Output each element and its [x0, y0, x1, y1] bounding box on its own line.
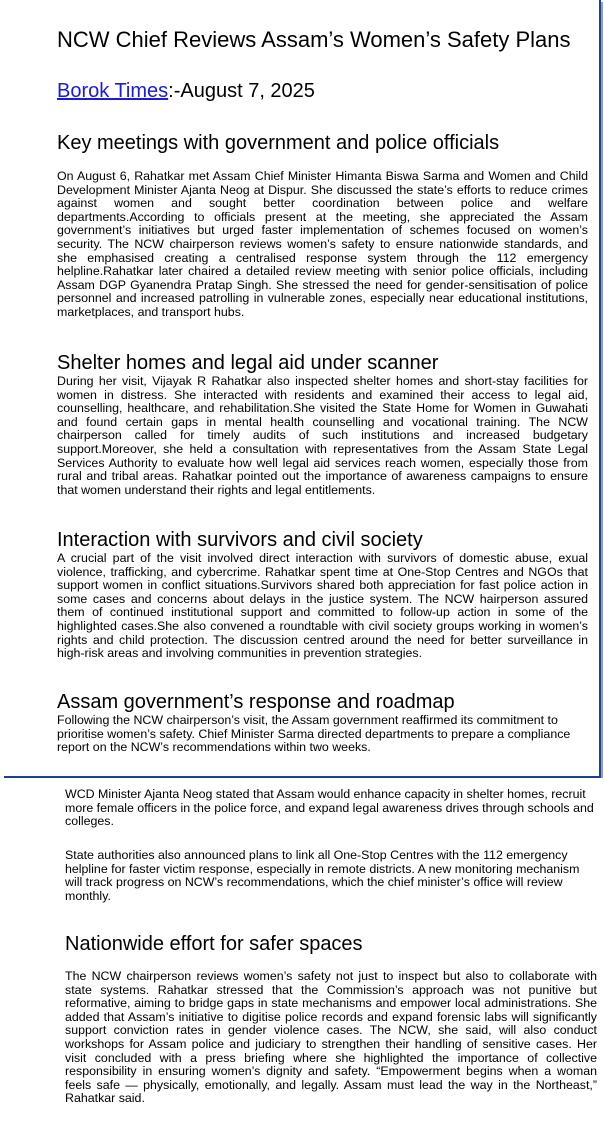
paragraph: WCD Minister Ajanta Neog stated that Assam would enhance capacity in shelter homes, recruit more female officers in the police force, and expand legal awareness drives through schools and colleges. — [65, 787, 594, 829]
section-heading: Assam government’s response and roadmap — [57, 691, 455, 713]
byline-separator: :- — [168, 80, 181, 102]
section-body: Following the NCW chairperson’s visit, the Assam government reaffirmed its commitment to prioritise women’s safety. Chief Minister Sarma directed departments to prepare a compliance report on the NCW’s recommendations within two weeks. — [57, 713, 571, 755]
section-heading: Shelter homes and legal aid under scanner — [57, 352, 439, 374]
document-page-1 — [4, 0, 601, 778]
document-page-2 — [0, 778, 604, 1146]
article-title: NCW Chief Reviews Assam’s Women’s Safety Plans — [57, 27, 571, 52]
section-body: During her visit, Vijayak R Rahatkar also inspected shelter homes and short-stay facilities for women in distress. She interacted with residents and examined their access to legal aid, counselling, healthcare, and rehabilitation.She visited the State Home for Women in Guwahati and found certain gaps in mental health counselling and vocational training. The NCW chairperson called for timely audits of such institutions and increased budgetary support.Moreover, she held a consultation with representatives from the Assam State Legal Services Authority to evaluate how well legal aid services reach women, especially those from rural and tribal areas. Rahatkar pointed out the importance of awareness campaigns to ensure that women understand their rights and legal entitlements. — [57, 374, 588, 497]
byline — [57, 80, 315, 103]
paragraph: The NCW chairperson reviews women’s safety not just to inspect but also to collaborate with state systems. Rahatkar stressed that the Commission’s approach was not punitive but reformative, aiming to bridge gaps in state mechanisms and empower local administrations. She added that Assam’s initiative to digitise police records and expand forensic labs will significantly support conviction rates in gender violence cases. The NCW, she said, will also conduct workshops for Assam police and judiciary to strengthen their handling of sensitive cases. Her visit concluded with a press briefing where she highlighted the importance of collective responsibility in ensuring women’s dignity and safety. “Empowerment begins when a woman feels safe — physically, emotionally, and legally. Assam must lead the way in the Northeast,” Rahatkar said. — [65, 969, 597, 1106]
section-heading: Nationwide effort for safer spaces — [65, 933, 363, 955]
article-date: August 7, 2025 — [180, 80, 315, 102]
section-body: On August 6, Rahatkar met Assam Chief Minister Himanta Biswa Sarma and Women and Child Development Minister Ajanta Neog at Dispur. She discussed the state’s efforts to reduce crimes against women and sought better coordination between police and welfare departments.According to officials present at the meeting, she appreciated the Assam government’s initiatives but urged faster implementation of schemes focused on women’s security. The NCW chairperson reviews women’s safety to ensure nationwide standards, and she emphasised creating a centralised response system through the 112 emergency helpline.Rahatkar later chaired a detailed review meeting with senior police officials, including Assam DGP Gyanendra Pratap Singh. She stressed the need for gender-sensitisation of police personnel and increased patrolling in vulnerable zones, especially near educational institutions, marketplaces, and transport hubs. — [57, 169, 588, 319]
paragraph: State authorities also announced plans to link all One-Stop Centres with the 112 emergency helpline for faster victim response, especially in remote districts. A new monitoring mechanism will track progress on NCW’s recommendations, which the chief minister’s office will review monthly. — [65, 848, 580, 903]
section-heading: Key meetings with government and police officials — [57, 132, 500, 154]
section-body: A crucial part of the visit involved direct interaction with survivors of domestic abuse, exual violence, trafficking, and cybercrime. Rahatkar spent time at One-Stop Centres and NGOs that support women in conflict situations.Survivors shared both appreciation for fast police action in some cases and concerns about delays in the justice system. The NCW hairperson assured them of continued institutional support and committed to follow-up action in some of the highlighted cases.She also convened a roundtable with civil society groups working in women’s rights and child protection. The discussion centred around the need for better surveillance in high-risk areas and involving communities in prevention strategies. — [57, 551, 588, 661]
source-link[interactable]: Borok Times — [57, 80, 169, 102]
section-heading: Interaction with survivors and civil society — [57, 529, 423, 551]
